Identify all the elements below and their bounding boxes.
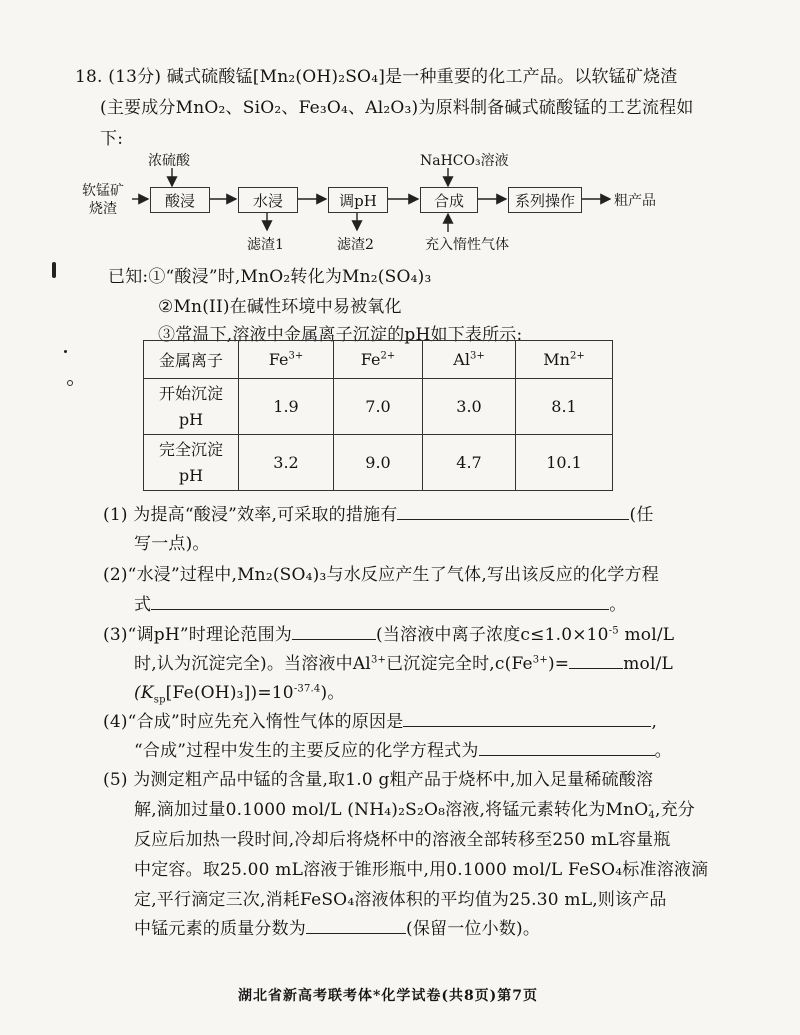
ion-charge: 3+ bbox=[469, 350, 485, 362]
table-header-row bbox=[144, 341, 613, 379]
answer-blank[interactable] bbox=[569, 654, 623, 669]
q3-unit: mol/L bbox=[623, 654, 674, 674]
ion-symbol: Mn bbox=[543, 350, 570, 369]
answer-blank[interactable] bbox=[403, 712, 651, 727]
q4-line-1 bbox=[103, 707, 657, 732]
step-synthesis: 合成 bbox=[420, 187, 478, 213]
ion-symbol: Fe bbox=[360, 350, 381, 369]
table-cell: 3.2 bbox=[239, 435, 334, 491]
q5-text-end: (保留一位小数)。 bbox=[406, 919, 541, 939]
q5-line-6 bbox=[134, 914, 540, 939]
ion-charge: 2+ bbox=[569, 350, 585, 362]
q3-text: )= bbox=[547, 654, 570, 674]
product-label: 粗产品 bbox=[614, 193, 656, 209]
q1-text-end: (任 bbox=[629, 505, 654, 525]
table-cell: 4.7 bbox=[423, 435, 516, 491]
answer-blank[interactable] bbox=[397, 505, 629, 520]
q1-line-2: 写一点)。 bbox=[134, 534, 210, 554]
scan-speck bbox=[64, 350, 67, 353]
step-water-leach: 水浸 bbox=[238, 187, 298, 213]
residue-2-label: 滤渣2 bbox=[337, 237, 374, 253]
q3-text: (K bbox=[134, 683, 154, 703]
table-cell: 3.0 bbox=[423, 379, 516, 435]
ion-charge: - bbox=[648, 799, 653, 811]
q4-text-end: 。 bbox=[654, 741, 672, 761]
subscript: sp bbox=[153, 694, 166, 706]
q4-text-end: , bbox=[651, 712, 658, 732]
q5-line-4: 中定容。取25.00 mL溶液于锥形瓶中,用0.1000 mol/L FeSO₄标准溶液滴 bbox=[134, 860, 709, 880]
table-header-ion bbox=[239, 341, 334, 379]
q2-line-2 bbox=[134, 590, 626, 615]
table-cell: 10.1 bbox=[516, 435, 613, 491]
step-acid-leach: 酸浸 bbox=[150, 187, 210, 213]
scan-speck bbox=[52, 262, 56, 278]
q2-line-1: (2)“水浸”过程中,Mn₂(SO₄)₃与水反应产生了气体,写出该反应的化学方程 bbox=[103, 565, 659, 585]
question-intro-line-2: (主要成分MnO₂、SiO₂、Fe₃O₄、Al₂O₃)为原料制备碱式硫酸锰的工艺流程如 bbox=[100, 98, 694, 118]
step-series-operations: 系列操作 bbox=[508, 187, 582, 213]
answer-blank[interactable] bbox=[292, 625, 376, 640]
known-item-1: ①“酸浸”时,MnO₂转化为Mn₂(SO₄)₃ bbox=[148, 267, 432, 287]
reagent-nahco3: NaHCO₃溶液 bbox=[420, 153, 509, 169]
q3-line-3 bbox=[134, 678, 345, 706]
ion-charge: 3+ bbox=[288, 350, 304, 362]
q5-line-2 bbox=[134, 795, 695, 821]
q1-text: (1) 为提高“酸浸”效率,可采取的措施有 bbox=[103, 505, 398, 525]
question-intro-line-3: 下: bbox=[100, 129, 124, 149]
q5-text: ,充分 bbox=[654, 800, 695, 820]
q5-text: 解,滴加过量0.1000 mol/L (NH₄)₂S₂O₈溶液,将锰元素转化为MnO bbox=[134, 800, 649, 820]
ion-charge: 3+ bbox=[532, 654, 548, 666]
table-row-label bbox=[144, 379, 239, 435]
table-row bbox=[144, 435, 613, 491]
known-item-2: ②Mn(II)在碱性环境中易被氧化 bbox=[158, 297, 402, 317]
ion-charge: 2+ bbox=[380, 350, 396, 362]
q5-text: 中锰元素的质量分数为 bbox=[134, 919, 306, 939]
q4-text: “合成”过程中发生的主要反应的化学方程式为 bbox=[134, 741, 479, 761]
row-label-text: 开始沉淀 bbox=[158, 383, 223, 403]
q4-line-2 bbox=[134, 736, 672, 761]
q2-text: 式 bbox=[134, 595, 152, 615]
q3-text: [Fe(OH)₃])=10 bbox=[165, 683, 294, 703]
table-header-ion bbox=[423, 341, 516, 379]
q5-line-1: (5) 为测定粗产品中锰的含量,取1.0 g粗产品于烧杯中,加入足量稀硫酸溶 bbox=[103, 770, 654, 790]
q3-line-2 bbox=[134, 649, 673, 674]
question-number: 18. bbox=[75, 67, 103, 87]
table-row bbox=[144, 379, 613, 435]
table-row-label bbox=[144, 435, 239, 491]
raw-material-label bbox=[82, 182, 124, 218]
exponent: -37.4 bbox=[293, 683, 321, 695]
q5-line-3: 反应后加热一段时间,冷却后将烧杯中的溶液全部转移至250 mL容量瓶 bbox=[134, 830, 671, 850]
subscript: 4 bbox=[648, 809, 655, 821]
answer-blank[interactable] bbox=[151, 595, 609, 610]
ion-symbol: Fe bbox=[268, 350, 289, 369]
ion-symbol: Al bbox=[453, 350, 470, 369]
q3-line-1 bbox=[103, 620, 674, 645]
table-cell: 1.9 bbox=[239, 379, 334, 435]
q3-unit: mol/L bbox=[618, 625, 675, 645]
q2-text-end: 。 bbox=[609, 595, 627, 615]
question-intro-text-1: 碱式硫酸锰[Mn₂(OH)₂SO₄]是一种重要的化工产品。以软锰矿烧渣 bbox=[166, 67, 678, 87]
known-item-3: ③常温下,溶液中金属离子沉淀的pH如下表所示: bbox=[158, 325, 523, 345]
row-label-text: 完全沉淀 bbox=[158, 439, 223, 459]
precipitation-ph-table bbox=[143, 340, 613, 491]
known-label: 已知: bbox=[108, 267, 149, 287]
raw-material-text-1: 软锰矿 bbox=[82, 183, 124, 199]
q4-text: (4)“合成”时应先充入惰性气体的原因是 bbox=[103, 712, 404, 732]
answer-blank[interactable] bbox=[479, 741, 655, 756]
table-cell: 8.1 bbox=[516, 379, 613, 435]
row-label-text: pH bbox=[178, 465, 204, 485]
question-points: (13分) bbox=[108, 67, 162, 87]
scan-speck bbox=[67, 380, 73, 386]
raw-material-text-2: 烧渣 bbox=[89, 201, 117, 217]
q3-text: (当溶液中离子浓度c≤1.0×10 bbox=[375, 625, 609, 645]
q5-line-5: 定,平行滴定三次,消耗FeSO₄溶液体积的平均值为25.30 mL,则该产品 bbox=[134, 890, 667, 910]
exponent: -5 bbox=[608, 625, 619, 637]
table-header-ion bbox=[334, 341, 423, 379]
q3-text: 已沉淀完全时,c(Fe bbox=[386, 654, 533, 674]
known-label-line bbox=[108, 262, 431, 287]
row-label-text: pH bbox=[178, 409, 204, 429]
q1-line-1 bbox=[103, 500, 654, 525]
table-cell: 9.0 bbox=[334, 435, 423, 491]
flow-arrows bbox=[0, 0, 800, 260]
q3-text: (3)“调pH”时理论范围为 bbox=[103, 625, 292, 645]
reagent-sulfuric-acid: 浓硫酸 bbox=[148, 153, 190, 169]
q3-text: 时,认为沉淀完全)。当溶液中Al bbox=[134, 654, 371, 674]
table-header-ion bbox=[516, 341, 613, 379]
step-adjust-ph: 调pH bbox=[328, 187, 388, 213]
inert-gas-label: 充入惰性气体 bbox=[425, 237, 509, 253]
table-cell: 7.0 bbox=[334, 379, 423, 435]
page-footer: 湖北省新高考联考体*化学试卷(共8页)第7页 bbox=[238, 988, 539, 1004]
residue-1-label: 滤渣1 bbox=[247, 237, 284, 253]
answer-blank[interactable] bbox=[306, 919, 406, 934]
ion-charge: 3+ bbox=[370, 654, 387, 666]
q3-text-end: )。 bbox=[320, 683, 345, 703]
table-header-label: 金属离子 bbox=[144, 341, 239, 379]
